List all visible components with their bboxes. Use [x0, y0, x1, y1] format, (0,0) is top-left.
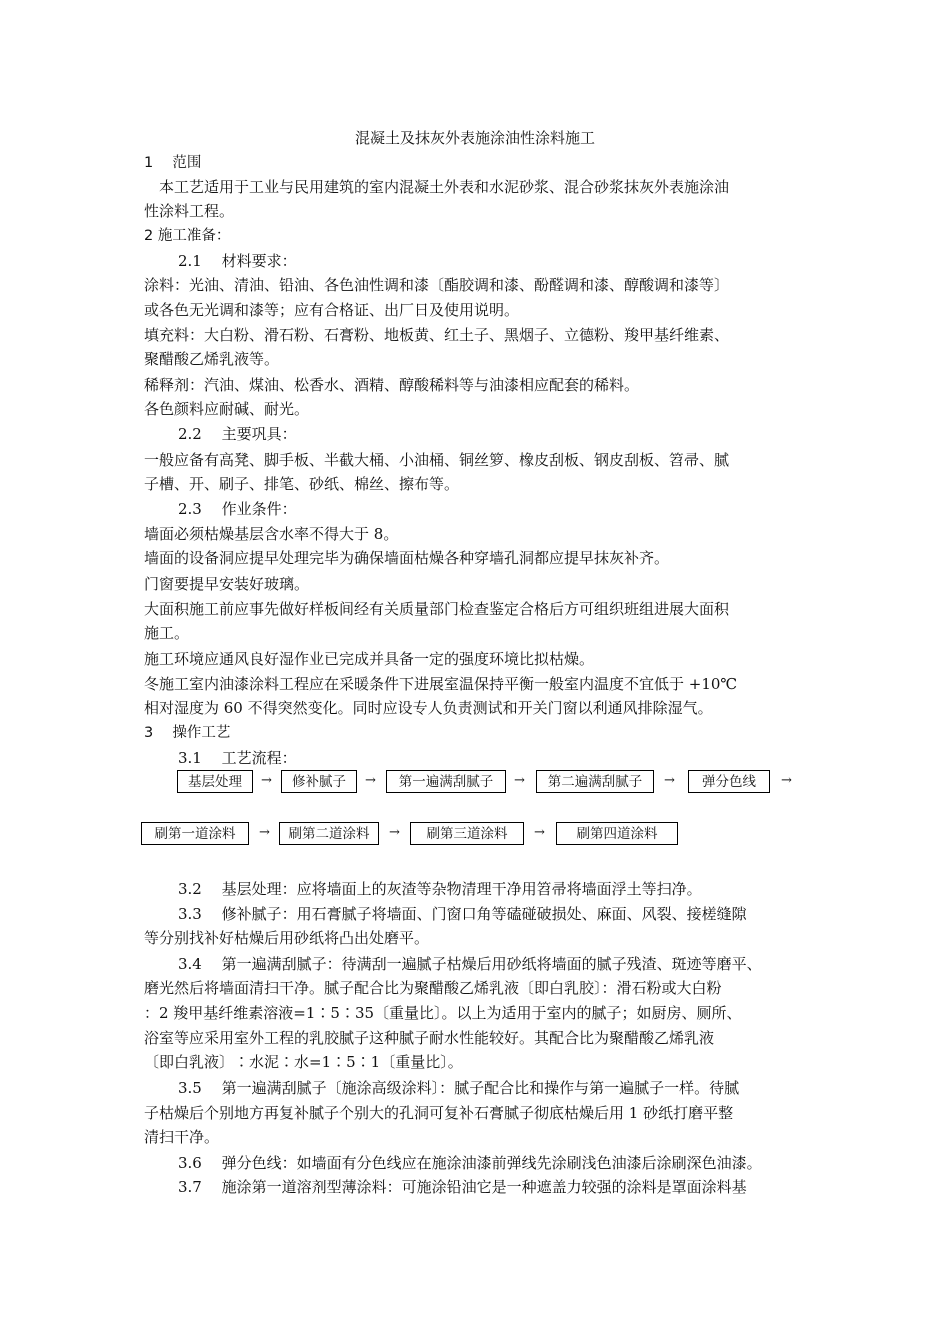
- paragraph-line: 等分别找补好枯燥后用砂纸将凸出处磨平。: [144, 929, 430, 947]
- paragraph-line: 子槽、开、刷子、排笔、砂纸、棉丝、擦布等。: [144, 475, 460, 493]
- paragraph-line: 墙面的设备洞应提早处理完毕为确保墙面枯燥各种穿墙孔洞都应提早抹灰补齐。: [144, 549, 670, 567]
- paragraph-line: 聚醋酸乙烯乳液等。: [144, 350, 280, 368]
- paragraph-line: 各色颜料应耐碱、耐光。: [144, 400, 310, 418]
- paragraph-line: 本工艺适用于工业与民用建筑的室内混凝土外表和水泥砂浆、混合砂浆抹灰外表施涂油: [144, 178, 730, 196]
- subsection-2-2-heading: 2.2 主要巩具：: [178, 425, 297, 443]
- flow-step-7: 刷第二道涂料: [279, 822, 379, 845]
- subsection-2-1-heading: 2.1 材料要求：: [178, 252, 297, 270]
- paragraph-line: 墙面必须枯燥基层含水率不得大于 8。: [144, 525, 399, 543]
- paragraph-line: 一般应备有高凳、脚手板、半截大桶、小油桶、铜丝箩、橡皮刮板、钢皮刮板、笤帚、腻: [144, 451, 730, 469]
- paragraph-line: 施工环境应通风良好湿作业已完成并具备一定的强度环境比拟枯燥。: [144, 650, 595, 668]
- flow-step-1: 基层处理: [177, 770, 253, 793]
- paragraph-line: 3.4 第一遍满刮腻子：待满刮一遍腻子枯燥后用砂纸将墙面的腻子残渣、斑迹等磨平、: [178, 955, 762, 973]
- flow-arrow: →: [781, 773, 792, 788]
- paragraph-line: ：2 羧甲基纤维素溶液=1∶5∶35〔重量比〕。以上为适用于室内的腻子；如厨房、厕所、: [144, 1004, 742, 1022]
- flow-arrow: →: [259, 825, 270, 840]
- paragraph-line: 施工。: [144, 624, 190, 642]
- paragraph-line: 性涂料工程。: [144, 202, 235, 220]
- paragraph-line: 门窗要提早安装好玻璃。: [144, 575, 310, 593]
- section-2-heading: 2 施工准备：: [144, 228, 231, 244]
- flow-arrow: →: [261, 773, 272, 788]
- subsection-2-3-heading: 2.3 作业条件：: [178, 500, 297, 518]
- paragraph-line: 或各色无光调和漆等；应有合格证、出厂日及使用说明。: [144, 301, 520, 319]
- paragraph-line: 3.3 修补腻子：用石膏腻子将墙面、门窗口角等磕碰破损处、麻面、风裂、接槎缝隙: [178, 905, 747, 923]
- paragraph-line: 子枯燥后个别地方再复补腻子个别大的孔洞可复补石膏腻子彻底枯燥后用 1 砂纸打磨平整: [144, 1104, 734, 1122]
- flow-step-8: 刷第三道涂料: [410, 822, 524, 845]
- paragraph-line: 稀释剂：汽油、煤油、松香水、酒精、醇酸稀料等与油漆相应配套的稀料。: [144, 376, 640, 394]
- paragraph-line: 相对湿度为 60 不得突然变化。同时应设专人负责测试和开关门窗以利通风排除湿气。: [144, 699, 713, 717]
- paragraph-line: 浴室等应采用室外工程的乳胶腻子这种腻子耐水性能较好。其配合比为聚醋酸乙烯乳液: [144, 1029, 715, 1047]
- flow-arrow: →: [514, 773, 525, 788]
- flow-arrow: →: [365, 773, 376, 788]
- document-title: 混凝土及抹灰外表施涂油性涂料施工: [354, 129, 595, 147]
- flow-step-6: 刷第一道涂料: [141, 822, 249, 845]
- paragraph-line: 填充料：大白粉、滑石粉、石膏粉、地板黄、红土子、黑烟子、立德粉、羧甲基纤维素、: [144, 326, 730, 344]
- flow-arrow: →: [534, 825, 545, 840]
- flow-arrow: →: [389, 825, 400, 840]
- flow-step-5: 弹分色线: [688, 770, 770, 793]
- paragraph-line: 3.2 基层处理：应将墙面上的灰渣等杂物清理干净用笤帚将墙面浮土等扫净。: [178, 880, 702, 898]
- paragraph-line: 3.5 第一遍满刮腻子〔施涂高级涂料〕：腻子配合比和操作与第一遍腻子一样。待腻: [178, 1079, 740, 1097]
- paragraph-line: 大面积施工前应事先做好样板间经有关质量部门检查鉴定合格后方可组织班组进展大面积: [144, 600, 730, 618]
- flow-step-3: 第一遍满刮腻子: [386, 770, 506, 793]
- paragraph-line: 涂料：光油、清油、铅油、各色油性调和漆〔酯胶调和漆、酚醛调和漆、醇酸调和漆等〕: [144, 276, 730, 294]
- subsection-3-1-heading: 3.1 工艺流程：: [178, 749, 297, 767]
- paragraph-line: 〔即白乳液〕∶水泥∶水=1∶5∶1〔重量比〕。: [144, 1053, 463, 1071]
- paragraph-line: 3.7 施涂第一道溶剂型薄涂料：可施涂铅油它是一种遮盖力较强的涂料是罩面涂料基: [178, 1178, 747, 1196]
- paragraph-line: 冬施工室内油漆涂料工程应在采暖条件下进展室温保持平衡一般室内温度不宜低于 +10℃: [144, 675, 738, 693]
- paragraph-line: 3.6 弹分色线：如墙面有分色线应在施涂油漆前弹线先涂刷浅色油漆后涂刷深色油漆。: [178, 1154, 762, 1172]
- flow-step-2: 修补腻子: [281, 770, 357, 793]
- paragraph-line: 磨光然后将墙面清扫干净。腻子配合比为聚醋酸乙烯乳液〔即白乳胶〕：滑石粉或大白粉: [144, 979, 722, 997]
- flow-step-4: 第二遍满刮腻子: [536, 770, 654, 793]
- paragraph-line: 清扫干净。: [144, 1128, 220, 1146]
- section-1-heading: 1 范围: [144, 155, 202, 171]
- section-3-heading: 3 操作工艺: [144, 725, 231, 741]
- flow-arrow: →: [664, 773, 675, 788]
- flow-step-9: 刷第四道涂料: [556, 822, 678, 845]
